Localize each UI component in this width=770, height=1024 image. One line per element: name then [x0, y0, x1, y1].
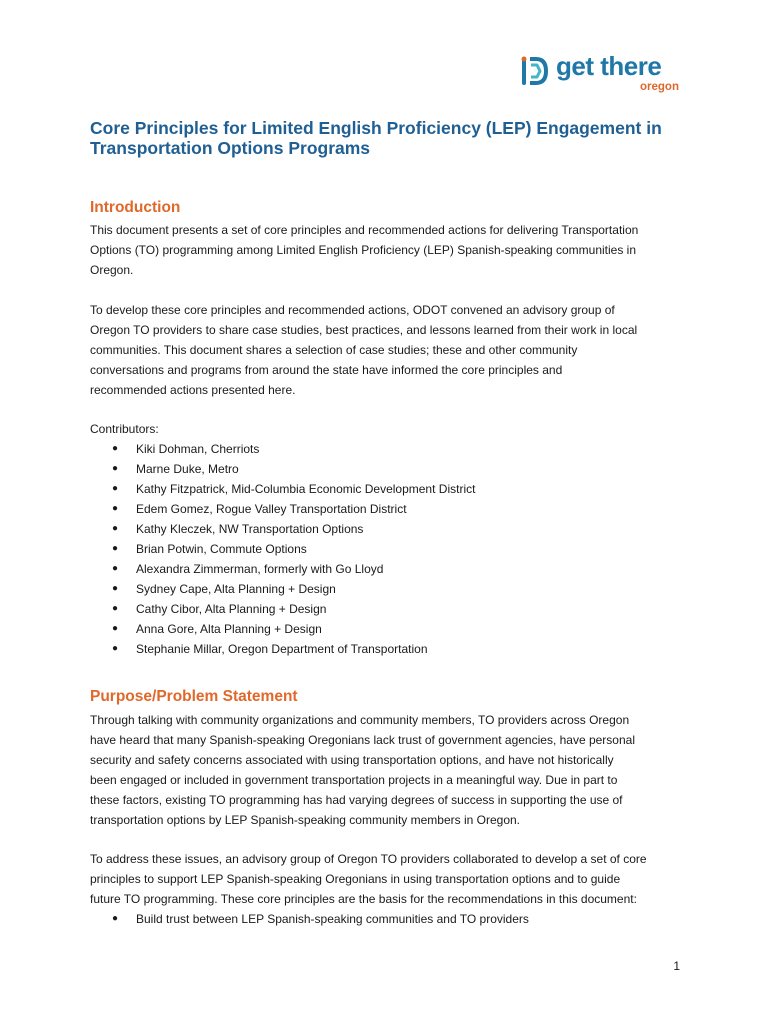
- list-item: [90, 479, 680, 499]
- text-line: have heard that many Spanish-speaking Oregonians lack trust of government agencies, have personal: [90, 733, 635, 747]
- logo-sub-text: oregon: [640, 81, 679, 93]
- list-item: [90, 539, 680, 559]
- text-line: Oregon TO providers to share case studies, best practices, and lessons learned from their work in local: [90, 323, 638, 337]
- bullet-icon: ●: [112, 643, 119, 654]
- logo-main-text: get there: [556, 51, 662, 81]
- text-line: future TO programming. These core principles are the basis for the recommendations in this document:: [90, 892, 637, 906]
- list-item-text: Edem Gomez, Rogue Valley Transportation District: [136, 502, 407, 516]
- list-item: [90, 909, 680, 929]
- text-line: transportation options by LEP Spanish-speaking community members in Oregon.: [90, 813, 521, 827]
- bullet-icon: ●: [112, 463, 119, 474]
- list-item-text: Cathy Cibor, Alta Planning + Design: [136, 602, 327, 616]
- bullet-icon: ●: [112, 603, 119, 614]
- list-item-text: Alexandra Zimmerman, formerly with Go Lloyd: [136, 562, 384, 576]
- title-line: Core Principles for Limited English Proficiency (LEP) Engagement in: [90, 118, 662, 138]
- list-item: [90, 639, 680, 659]
- bullet-icon: ●: [112, 543, 119, 554]
- introduction-heading: Introduction: [90, 199, 181, 216]
- list-item-text: Brian Potwin, Commute Options: [136, 542, 307, 556]
- text-line: conversations and programs from around the state have informed the core principles and: [90, 363, 563, 377]
- bullet-icon: ●: [112, 563, 119, 574]
- text-line: Options (TO) programming among Limited English Proficiency (LEP) Spanish-speaking communities in: [90, 243, 637, 257]
- logo-mark-icon: [520, 55, 550, 87]
- list-item-text: Marne Duke, Metro: [136, 462, 239, 476]
- get-there-oregon-logo: [520, 52, 690, 96]
- purpose-paragraph-2: [90, 849, 680, 909]
- list-item-text: Kathy Fitzpatrick, Mid-Columbia Economic Development District: [136, 482, 476, 496]
- purpose-heading: Purpose/Problem Statement: [90, 688, 298, 705]
- list-item: [90, 619, 680, 639]
- text-line: This document presents a set of core principles and recommended actions for delivering Transportation: [90, 223, 639, 237]
- purpose-paragraph-1: [90, 710, 680, 830]
- text-line: To address these issues, an advisory group of Oregon TO providers collaborated to develop a set of core: [90, 852, 647, 866]
- text-line: Through talking with community organizations and community members, TO providers across Oregon: [90, 713, 630, 727]
- contributors-list: [90, 439, 680, 659]
- list-item-text: Kathy Kleczek, NW Transportation Options: [136, 522, 364, 536]
- list-item: [90, 519, 680, 539]
- list-item-text: Build trust between LEP Spanish-speaking communities and TO providers: [136, 912, 529, 926]
- list-item: [90, 499, 680, 519]
- list-item-text: Sydney Cape, Alta Planning + Design: [136, 582, 336, 596]
- list-item-text: Anna Gore, Alta Planning + Design: [136, 622, 322, 636]
- bullet-icon: ●: [112, 443, 119, 454]
- document-title: [90, 114, 680, 158]
- text-line: communities. This document shares a selection of case studies; these and other community: [90, 343, 578, 357]
- bullet-icon: ●: [112, 483, 119, 494]
- text-line: To develop these core principles and recommended actions, ODOT convened an advisory group of: [90, 303, 615, 317]
- contributors-label-text: Contributors:: [90, 422, 159, 436]
- text-line: Oregon.: [90, 263, 134, 277]
- text-line: security and safety concerns associated with using transportation options, and have not historically: [90, 753, 614, 767]
- page-number: 1: [673, 959, 680, 973]
- bullet-icon: ●: [112, 503, 119, 514]
- list-item-text: Stephanie Millar, Oregon Department of Transportation: [136, 642, 428, 656]
- principles-list: [90, 909, 680, 929]
- text-line: recommended actions presented here.: [90, 383, 296, 397]
- text-line: principles to support LEP Spanish-speaking Oregonians in using transportation options and to guide: [90, 872, 621, 886]
- bullet-icon: ●: [112, 913, 119, 924]
- bullet-icon: ●: [112, 583, 119, 594]
- text-line: these factors, existing TO programming has had varying degrees of success in supporting the use of: [90, 793, 623, 807]
- text-line: been engaged or included in government transportation projects in a meaningful way. Due in part to: [90, 773, 618, 787]
- contributors-label: [90, 419, 680, 439]
- bullet-icon: ●: [112, 623, 119, 634]
- list-item-text: Kiki Dohman, Cherriots: [136, 442, 260, 456]
- list-item: [90, 439, 680, 459]
- bullet-icon: ●: [112, 523, 119, 534]
- list-item: [90, 559, 680, 579]
- list-item: [90, 459, 680, 479]
- intro-paragraph-1: [90, 220, 680, 280]
- list-item: [90, 579, 680, 599]
- intro-paragraph-2: [90, 300, 680, 400]
- title-line: Transportation Options Programs: [90, 138, 371, 158]
- list-item: [90, 599, 680, 619]
